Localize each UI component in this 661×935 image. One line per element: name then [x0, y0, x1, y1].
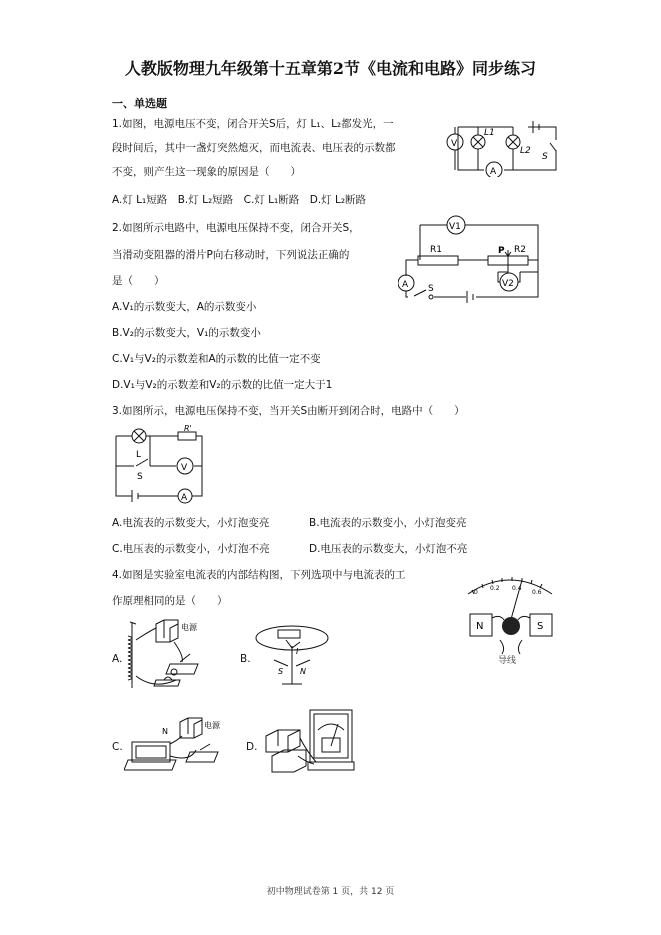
q4-option-c-power-label: 电源	[204, 721, 220, 730]
section-title: 一、单选题	[112, 97, 167, 110]
q4-scale-02: 0.2	[490, 585, 500, 592]
q3-lamp-label: L	[136, 450, 142, 460]
q4-option-c-n-label: N	[162, 727, 168, 736]
q4-line-1: 4.如图是实验室电流表的内部结构图，下列选项中与电流表的工	[112, 569, 406, 581]
q2-r1-label: R1	[430, 245, 442, 255]
q4-option-a-letter: A.	[112, 653, 123, 665]
q1-line-3: 不变，则产生这一现象的原因是（ ）	[112, 166, 301, 178]
q2-switch-label: S	[428, 284, 434, 294]
q4-scale-0: 0	[474, 589, 478, 596]
q1-l1-label: L1	[484, 128, 495, 138]
q1-voltmeter-label: V	[451, 139, 458, 149]
q4-option-d-figure	[258, 706, 358, 780]
q2-v1-label: V1	[449, 222, 461, 232]
q4-option-c-letter: C.	[112, 741, 123, 753]
q3-option-b: B.电流表的示数变小，小灯泡变亮	[309, 517, 467, 529]
q3-switch-label: S	[137, 472, 143, 482]
q3-option-a: A.电流表的示数变大，小灯泡变亮	[112, 517, 270, 529]
q1-line-1: 1.如图，电源电压不变，闭合开关S后，灯 L₁、L₂都发光，一	[112, 118, 394, 130]
page-title: 人教版物理九年级第十五章第2节《电流和电路》同步练习	[124, 59, 537, 78]
q2-line-2: 当滑动变阻器的滑片P向右移动时，下列说法正确的	[112, 249, 350, 261]
q3-circuit-diagram	[110, 424, 210, 506]
q4-option-d-letter: D.	[246, 741, 258, 753]
q1-switch-label: S	[542, 152, 548, 162]
q2-line-1: 2.如图所示电路中，电源电压保持不变，闭合开关S，	[112, 222, 360, 234]
q3-option-c: C.电压表的示数变小，小灯泡不亮	[112, 543, 270, 555]
q1-ammeter-label: A	[490, 167, 497, 177]
q4-option-a-figure	[124, 616, 224, 692]
q4-ammeter-structure	[460, 568, 560, 666]
q3-option-d: D.电压表的示数变大，小灯泡不亮	[309, 543, 468, 555]
q2-option-b: B.V₂的示数变大，V₁的示数变小	[112, 327, 261, 339]
q1-options: A.灯 L₁短路 B.灯 L₂短路 C.灯 L₁断路 D.灯 L₂断路	[112, 194, 367, 206]
q4-south-pole-label: S	[537, 621, 544, 632]
q3-resistor-label: R'	[184, 424, 192, 433]
q4-option-b-n-label: N	[300, 667, 306, 676]
q2-option-a: A.V₁的示数变大，A的示数变小	[112, 301, 257, 313]
q2-option-c: C.V₁与V₂的示数差和A的示数的比值一定不变	[112, 353, 321, 365]
q2-slider-label: P	[498, 246, 505, 256]
q4-option-a-power-label: 电源	[181, 623, 197, 632]
q4-option-b-letter: B.	[240, 653, 251, 665]
q2-option-d: D.V₁与V₂的示数差和V₂的示数的比值一定大于1	[112, 379, 333, 391]
q4-option-b-current-label: I	[296, 647, 299, 656]
q4-scale-06: 0.6	[532, 589, 542, 596]
q1-line-2: 段时间后，其中一盏灯突然熄灭，而电流表、电压表的示数都	[112, 142, 396, 154]
q4-scale-04: 0.4	[512, 585, 522, 592]
q2-v2-label: V2	[502, 279, 514, 289]
q2-line-3: 是（ ）	[112, 275, 165, 287]
q1-l2-label: L2	[520, 146, 531, 156]
q3-ammeter-label: A	[181, 493, 188, 503]
q4-option-b-figure	[252, 618, 332, 694]
q2-ammeter-label: A	[402, 280, 409, 290]
page-footer: 初中物理试卷第 1 页，共 12 页	[266, 887, 395, 897]
q2-circuit-diagram	[398, 212, 548, 304]
q3-voltmeter-label: V	[181, 463, 188, 473]
q4-north-pole-label: N	[476, 621, 484, 632]
q4-wire-label: 导线	[498, 656, 517, 666]
q4-line-2: 作原理相同的是（ ）	[112, 595, 228, 607]
q1-circuit-diagram	[438, 115, 558, 177]
q4-option-c-figure	[124, 716, 224, 784]
q4-option-b-s-label: S	[278, 667, 284, 676]
q2-r2-label: R2	[514, 245, 526, 255]
q3-line-1: 3.如图所示，电源电压保持不变，当开关S由断开到闭合时，电路中（ ）	[112, 405, 465, 417]
